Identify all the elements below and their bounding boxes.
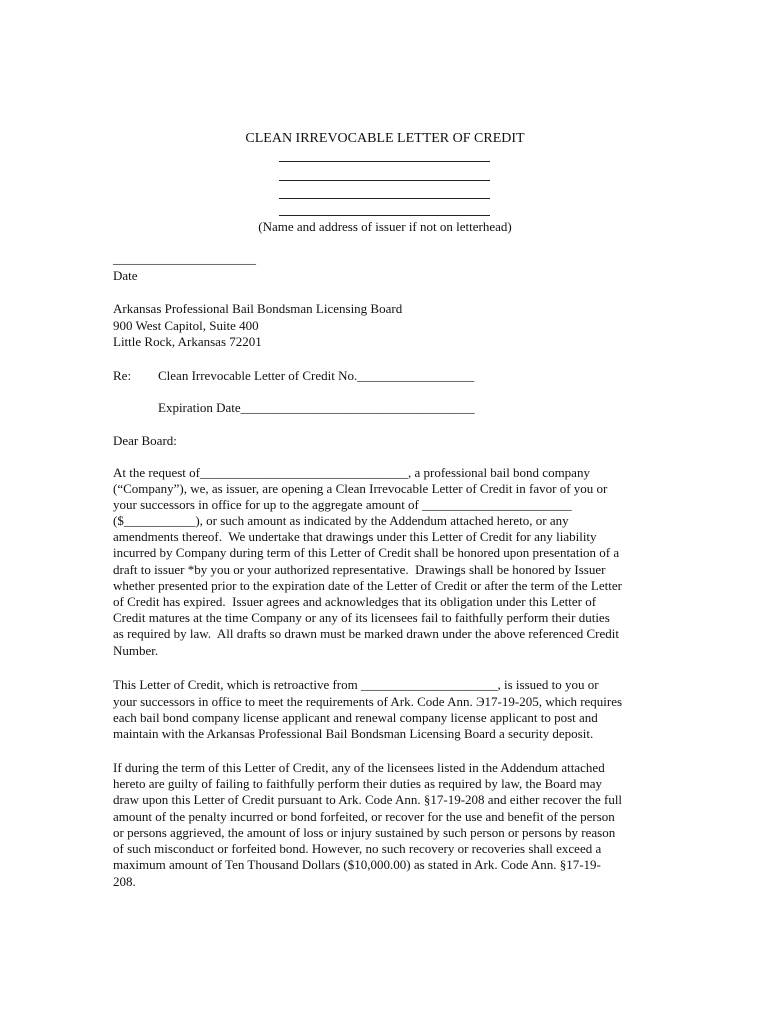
paragraph-1-line: ($___________), or such amount as indicated by the Addendum attached hereto, or any <box>113 513 569 528</box>
paragraph-2-line: your successors in office to meet the requirements of Ark. Code Ann. Э17-19-205, which requires <box>113 694 623 709</box>
paragraph-2-line: This Letter of Credit, which is retroactive from _____________________, is issued to you or <box>113 677 599 692</box>
issuer-note: (Name and address of issuer if not on letterhead) <box>258 219 512 234</box>
paragraph-3-line: 208. <box>113 874 136 889</box>
paragraph-3-line: of such misconduct or forfeited bond. However, no such recovery or recoveries shall exceed a <box>113 841 602 856</box>
addressee-line: Arkansas Professional Bail Bondsman Licensing Board <box>113 301 403 316</box>
paragraph-1-line: as required by law. All drafts so drawn must be marked drawn under the above referenced Credit <box>113 626 619 641</box>
paragraph-1-line: amendments thereof. We undertake that drawings under this Letter of Credit for any liability <box>113 529 597 544</box>
re-expiration-date: Expiration Date____________________________________ <box>158 400 475 415</box>
date-blank: ______________________ <box>113 251 256 266</box>
salutation: Dear Board: <box>113 433 177 448</box>
paragraph-2-line: maintain with the Arkansas Professional Bail Bondsman Licensing Board a security deposit. <box>113 726 594 741</box>
paragraph-1-line: incurred by Company during term of this Letter of Credit shall be honored upon presentation of a <box>113 545 620 560</box>
date-label: Date <box>113 268 138 283</box>
addressee-line: Little Rock, Arkansas 72201 <box>113 334 262 349</box>
paragraph-2-line: each bail bond company license applicant and renewal company license applicant to post and <box>113 710 598 725</box>
paragraph-1-line: of Credit has expired. Issuer agrees and acknowledges that its obligation under this Letter of <box>113 594 597 609</box>
paragraph-1-line: Credit matures at the time Company or any of its licensees fail to faithfully perform their duties <box>113 610 610 625</box>
paragraph-1-line: your successors in office for up to the aggregate amount of _______________________ <box>113 497 572 512</box>
paragraph-3-line: draw upon this Letter of Credit pursuant to Ark. Code Ann. §17-19-208 and either recover the full <box>113 792 623 807</box>
paragraph-1-line: (“Company”), we, as issuer, are opening a Clean Irrevocable Letter of Credit in favor of you or <box>113 481 608 496</box>
issuer-blank-line-3 <box>279 198 490 199</box>
re-label: Re: <box>113 368 132 383</box>
document-title: CLEAN IRREVOCABLE LETTER OF CREDIT <box>245 131 525 146</box>
addressee-line: 900 West Capitol, Suite 400 <box>113 318 259 333</box>
paragraph-1-line: whether presented prior to the expiration date of the Letter of Credit or after the term of the Letter <box>113 578 622 593</box>
paragraph-1-line: Number. <box>113 643 159 658</box>
paragraph-3-line: amount of the penalty incurred or bond forfeited, or recover for the use and benefit of the person <box>113 809 615 824</box>
paragraph-1-line: At the request of________________________________, a professional bail bond company <box>113 465 590 480</box>
re-letter-number: Clean Irrevocable Letter of Credit No.__________________ <box>158 368 475 383</box>
paragraph-3-line: maximum amount of Ten Thousand Dollars ($10,000.00) as stated in Ark. Code Ann. §17-19- <box>113 857 601 872</box>
paragraph-1-line: draft to issuer *by you or your authorized representative. Drawings shall be honored by Issuer <box>113 562 606 577</box>
paragraph-3-line: If during the term of this Letter of Credit, any of the licensees listed in the Addendum attached <box>113 760 605 775</box>
issuer-blank-line-4 <box>279 215 490 216</box>
issuer-blank-line-2 <box>279 180 490 181</box>
issuer-blank-line-1 <box>279 161 490 162</box>
paragraph-3-line: hereto are guilty of failing to faithfully perform their duties as required by law, the Board may <box>113 776 603 791</box>
paragraph-3-line: or persons aggrieved, the amount of loss or injury sustained by such person or persons by reason <box>113 825 616 840</box>
